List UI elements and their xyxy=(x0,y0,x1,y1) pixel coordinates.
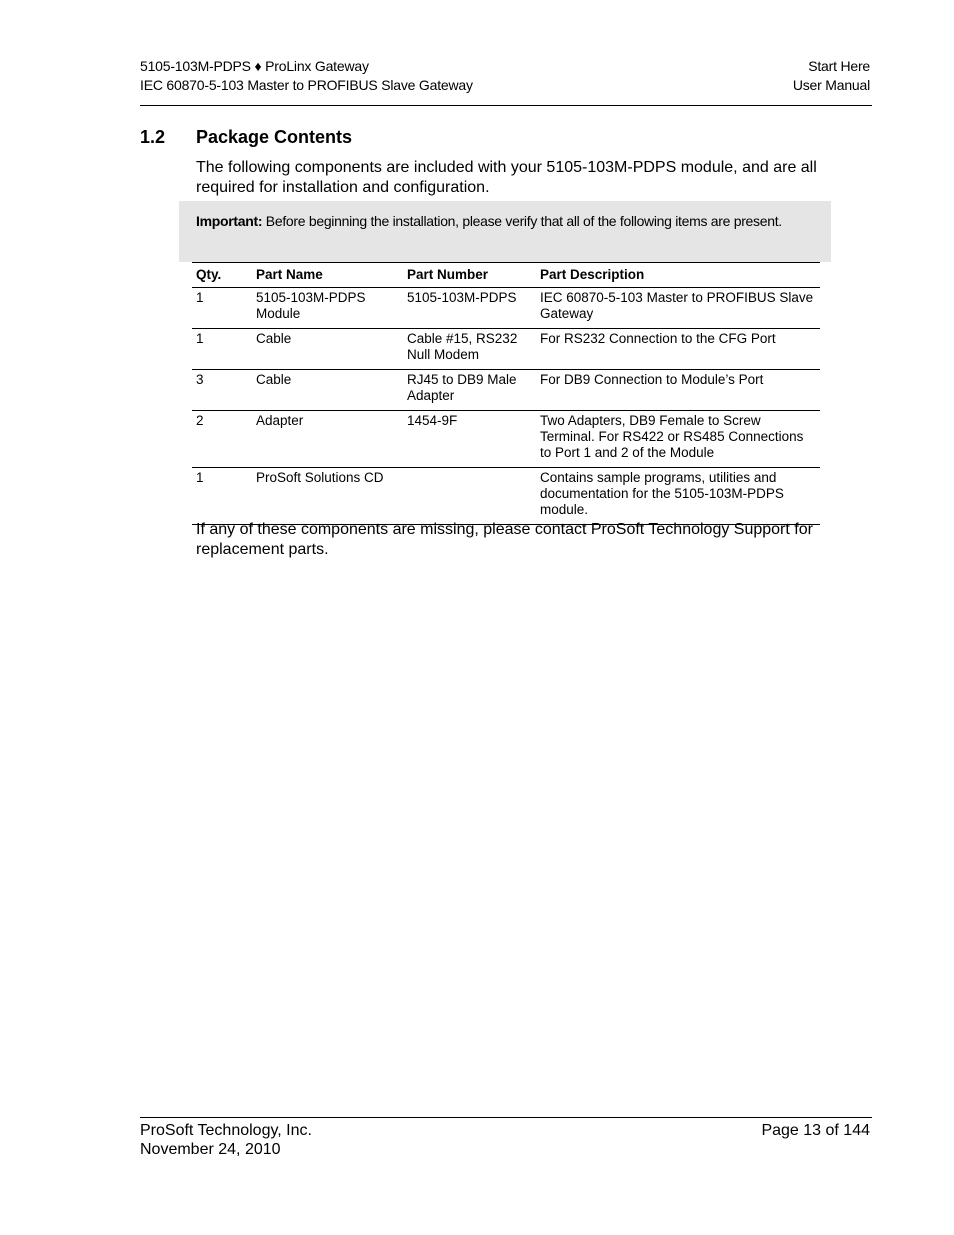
cell-part-name: Cable xyxy=(252,370,403,411)
important-label: Important: xyxy=(196,213,263,229)
cell-part-description: Contains sample programs, utilities and documentation for the 5105-103M-PDPS module. xyxy=(536,468,820,525)
table-row xyxy=(192,288,820,329)
page-header xyxy=(140,57,872,106)
cell-part-name: ProSoft Solutions CD xyxy=(252,468,403,525)
footer-date: November 24, 2010 xyxy=(140,1141,281,1158)
footer-company: ProSoft Technology, Inc. xyxy=(140,1122,312,1139)
header-right xyxy=(793,57,870,95)
cell-part-number: RJ45 to DB9 Male Adapter xyxy=(403,370,536,411)
cell-part-name: Cable xyxy=(252,329,403,370)
header-chapter: Start Here xyxy=(808,58,870,74)
header-product-subtitle: IEC 60870-5-103 Master to PROFIBUS Slave Gateway xyxy=(140,77,473,93)
section-heading xyxy=(140,126,352,148)
header-part-name: Part Name xyxy=(252,263,403,288)
cell-qty: 1 xyxy=(192,288,252,329)
cell-qty: 1 xyxy=(192,468,252,525)
cell-qty: 1 xyxy=(192,329,252,370)
header-doc-type: User Manual xyxy=(792,77,870,93)
cell-qty: 3 xyxy=(192,370,252,411)
header-qty: Qty. xyxy=(192,263,252,288)
package-contents-table xyxy=(192,262,820,525)
cell-part-number xyxy=(403,468,536,525)
header-part-description: Part Description xyxy=(536,263,820,288)
section-title: Package Contents xyxy=(196,127,353,147)
important-note xyxy=(179,201,831,262)
cell-part-description: IEC 60870-5-103 Master to PROFIBUS Slave Gateway xyxy=(536,288,820,329)
cell-part-number: 5105-103M-PDPS xyxy=(403,288,536,329)
header-left xyxy=(140,57,473,95)
header-part-number: Part Number xyxy=(403,263,536,288)
cell-part-description: Two Adapters, DB9 Female to Screw Terminal. For RS422 or RS485 Connections to Port 1 and 2 of the Module xyxy=(536,411,820,468)
table-row xyxy=(192,411,820,468)
table-row xyxy=(192,329,820,370)
cell-part-number: 1454-9F xyxy=(403,411,536,468)
cell-part-name: 5105-103M-PDPS Module xyxy=(252,288,403,329)
cell-part-name: Adapter xyxy=(252,411,403,468)
important-text: Before beginning the installation, please verify that all of the following items are present. xyxy=(262,213,782,229)
footer-left xyxy=(140,1121,312,1159)
outro-paragraph: If any of these components are missing, please contact ProSoft Technology Support for replacement parts. xyxy=(196,521,813,558)
intro-paragraph: The following components are included with your 5105-103M-PDPS module, and are all required for installation and configuration. xyxy=(196,159,817,196)
cell-part-description: For DB9 Connection to Module’s Port xyxy=(536,370,820,411)
cell-qty: 2 xyxy=(192,411,252,468)
table-row xyxy=(192,370,820,411)
table-header-row xyxy=(192,263,820,288)
page-footer xyxy=(140,1117,872,1159)
header-product-line: 5105-103M-PDPS ♦ ProLinx Gateway xyxy=(140,58,369,74)
section-number: 1.2 xyxy=(140,127,166,147)
cell-part-description: For RS232 Connection to the CFG Port xyxy=(536,329,820,370)
footer-page-number: Page 13 of 144 xyxy=(761,1122,870,1139)
table-row xyxy=(192,468,820,525)
cell-part-number: Cable #15, RS232 Null Modem xyxy=(403,329,536,370)
